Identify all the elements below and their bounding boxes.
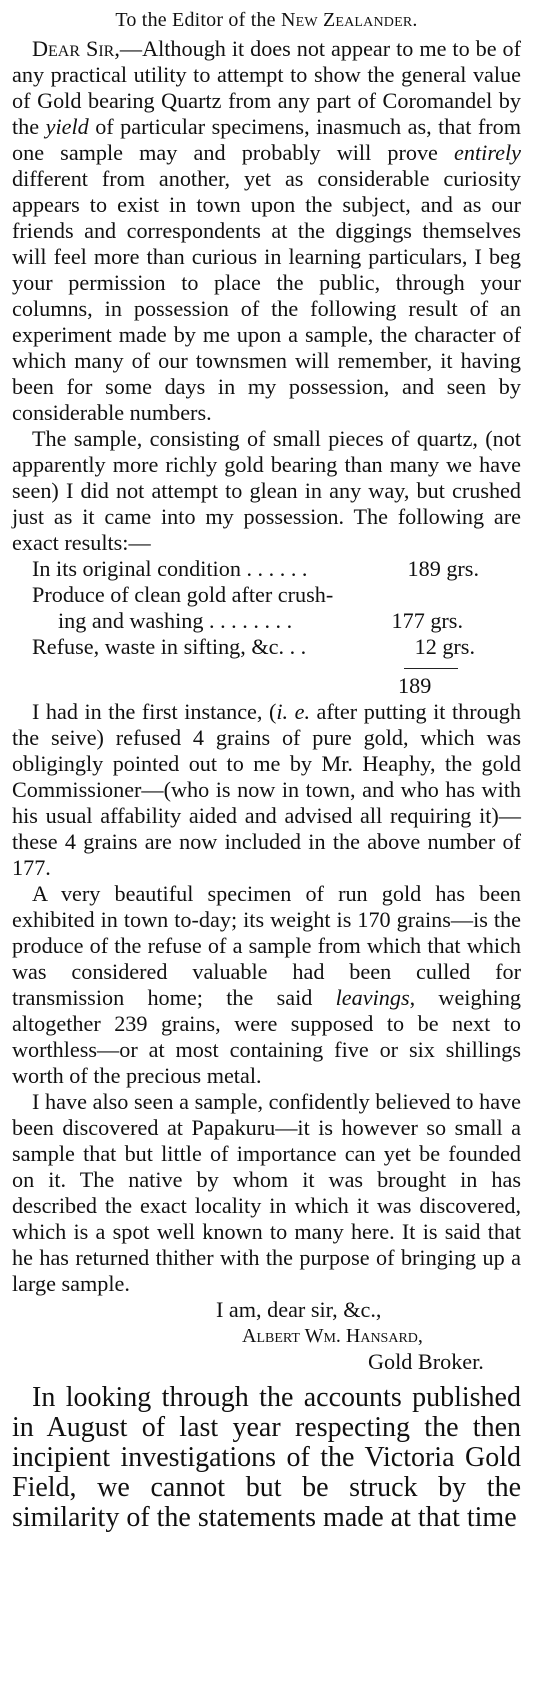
- paragraph-text: —Although it does not appear to me to be of any practical utility to attempt to show the general value of Gold bearing Quartz from any part of Coromandel by the: [12, 36, 521, 139]
- paragraph-text: I had in the first instance, (: [32, 699, 277, 724]
- result-row: [12, 582, 521, 608]
- paragraph-text: A very beautiful specimen of run gold has been exhibited in town to-day; its weight is 170 grains—is the produce of the refuse of a sample from which that which was considered valuable had been culled for transmission home; the said: [12, 881, 521, 1010]
- italic-entirely: entirely: [454, 140, 521, 165]
- letter-heading: [12, 4, 521, 36]
- result-label: Refuse, waste in sifting, &c. . .: [32, 634, 307, 659]
- closing-line: I am, dear sir, &c.,: [216, 1297, 382, 1322]
- signer-name: Albert Wm. Hansard,: [242, 1325, 423, 1347]
- result-row: [12, 556, 521, 582]
- paragraph-text: different from another, yet as considerable curiosity appears to exist in town upon the subject, and as our friends and correspondents at the diggings themselves will feel more than curious in learning particulars, I beg your permission to place the public, through your columns, in possession of the following result of an experiment made by me upon a sample, the character of which many of our townsmen will remember, it having been for some days in my possession, and seen by considerable numbers.: [12, 166, 521, 425]
- sum-rule: [404, 668, 458, 669]
- letter-paragraph-3: [12, 699, 521, 881]
- paragraph-text: , weighing altogether 239 grains, were supposed to be next to worthless—or at most containing five or six shillings worth of the precious metal.: [12, 985, 522, 1088]
- letter-paragraph-2: The sample, consisting of small pieces of quartz, (not apparently more richly gold bearing than many we have seen) I did not attempt to glean in any way, but crushed just as it came into my possession. The following are exact results:—: [12, 426, 521, 555]
- letter-paragraph-5: I have also seen a sample, confidently believed to have been discovered at Papakuru—it is however so small a sample that but little of importance can yet be founded on it. The native by whom it was brought in has described the exact locality in which it was discovered, which is a spot well known to many here. It is said that he has returned thither with the purpose of bringing up a large sample.: [12, 1089, 521, 1296]
- result-value: 12 grs.: [414, 634, 475, 659]
- result-label: In its original condition . . . . . .: [32, 556, 308, 581]
- heading-prefix: To the Editor of the: [115, 9, 281, 31]
- italic-leavings: leavings: [335, 985, 410, 1010]
- result-row: [12, 634, 521, 660]
- letter-paragraph-4: [12, 881, 521, 1089]
- italic-ie: i. e.: [276, 699, 310, 724]
- editorial-paragraph: In looking through the accounts published in August of last year respecting the then incipient investigations of the Victoria Gold Field, we cannot but be struck by the similarity of the statements made at that time: [12, 1382, 521, 1533]
- result-label: Produce of clean gold after crush-: [32, 582, 334, 607]
- newspaper-name: New Zealander.: [280, 9, 418, 31]
- results-table: [12, 556, 521, 660]
- result-label: ing and washing . . . . . . . .: [58, 608, 293, 633]
- signature-block: [12, 1297, 521, 1375]
- result-value: 189 grs.: [407, 556, 479, 581]
- salutation: Dear Sir,: [32, 36, 120, 61]
- result-row: [12, 608, 521, 634]
- signer-title: Gold Broker.: [368, 1349, 484, 1374]
- results-total: 189: [398, 673, 432, 698]
- letter-paragraph-1: [12, 36, 521, 426]
- paragraph-text: after putting it through the seive) refused 4 grains of pure gold, which was obligingly pointed out to me by Mr. Heaphy, the gold Commissioner—(who is now in town, and who has with his usual affability aided and advised all requiring it)—these 4 grains are now included in the above number of 177.: [12, 699, 521, 880]
- result-value: 177 grs.: [391, 608, 463, 633]
- italic-yield: yield: [45, 114, 89, 139]
- paragraph-text: of particular specimens, inasmuch as, that from one sample may and probably will prove: [12, 114, 521, 165]
